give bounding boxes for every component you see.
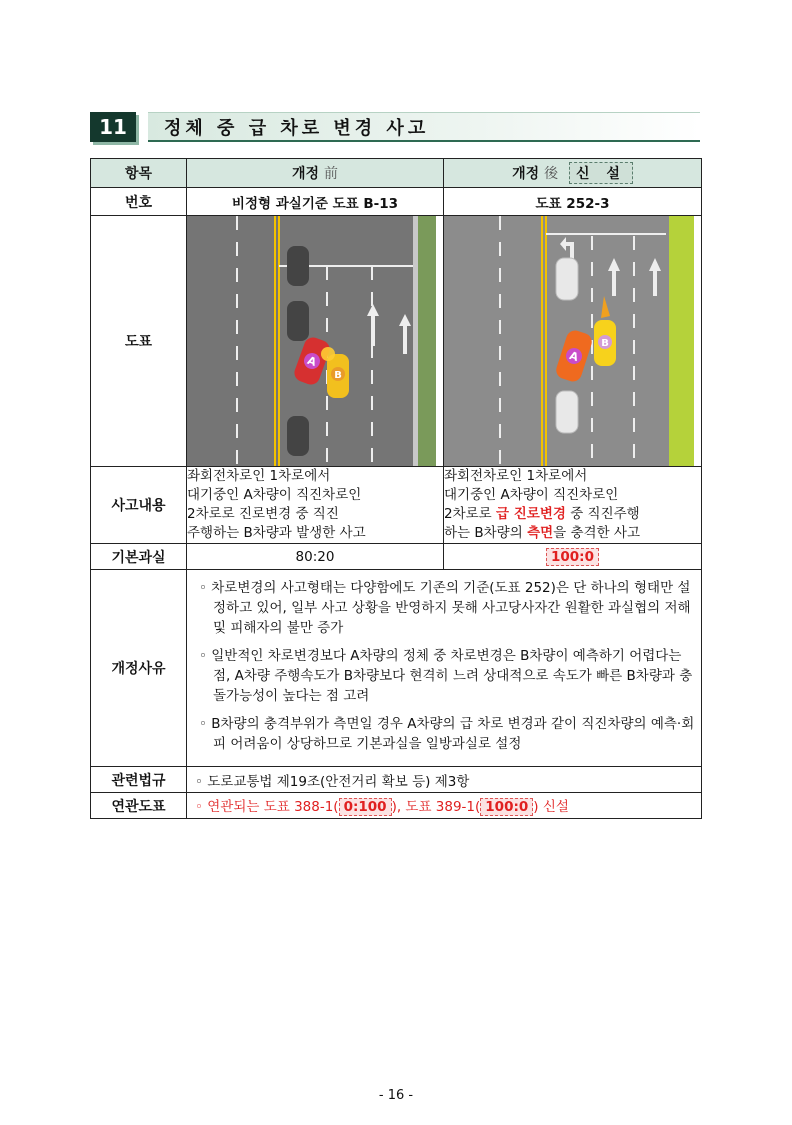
- reason-content: [187, 570, 702, 767]
- diagram-label: 도표: [91, 216, 187, 467]
- section-header: [90, 112, 702, 144]
- header-after: 개정 後 신 설: [444, 159, 702, 188]
- svg-text:A: A: [567, 348, 580, 364]
- white-car-2: [556, 391, 578, 433]
- related-box-2: 100:0: [480, 798, 533, 816]
- parked-car-3: [287, 416, 309, 456]
- parked-car-1: [287, 246, 309, 286]
- page-number: - 16 -: [378, 1088, 414, 1103]
- accident-before: 좌회전차로인 1차로에서 대기중인 A차량이 직진차로인 2차로로 진로변경 중 직진 주행하는 B차량과 발생한 사고: [187, 467, 444, 544]
- law-text: ◦ 도로교통법 제19조(안전거리 확보 등) 제3항: [187, 767, 702, 793]
- parked-car-2: [287, 301, 309, 341]
- number-before: 비정형 과실기준 도표 B-13: [187, 188, 444, 216]
- related-label: 연관도표: [91, 793, 187, 819]
- accident-after: 좌회전차로인 1차로에서 대기중인 A차량이 직진차로인 2차로로 급 진로변경 중 직진주행 하는 B차량의 측면을 충격한 사고: [444, 467, 702, 544]
- section-number: 11: [90, 112, 136, 142]
- diagram-before: [187, 216, 444, 467]
- svg-text:B: B: [334, 370, 342, 381]
- car-b-after: [594, 320, 616, 366]
- number-after: 도표 252-3: [444, 188, 702, 216]
- related-text: ◦ 연관되는 도표 388-1( 0:100 ), 도표 389-1( 100:0 ) 신설: [187, 793, 702, 819]
- fault-after: [444, 544, 702, 570]
- header-item: 항목: [91, 159, 187, 188]
- diagram-after-svg: [444, 216, 694, 466]
- reason-item-1: ◦ 차로변경의 사고형태는 다양함에도 기존의 기준(도표 252)은 단 하나의 형태만 설정하고 있어, 일부 사고 상황을 반영하지 못해 사고당사자간 원활한 과실협의 저해 및 피해자의 불만 증가: [199, 580, 691, 636]
- reason-item-3: ◦ B차량의 충격부위가 측면일 경우 A차량의 급 차로 변경과 같이 직진차량의 예측·회피 어려움이 상당하므로 기본과실을 일방과실로 설정: [199, 716, 695, 752]
- svg-text:B: B: [601, 338, 609, 349]
- reason-item-2: ◦ 일반적인 차로변경보다 A차량의 정체 중 차로변경은 B차량이 예측하기 어렵다는 점, A차량 주행속도가 B차량보다 현격히 느려 상대적으로 속도가 빠른 B차량과 충돌가능성이 높다는 점 고려: [199, 648, 693, 704]
- diagram-before-svg: [187, 216, 436, 466]
- revision-table: [90, 158, 702, 819]
- law-label: 관련법규: [91, 767, 187, 793]
- related-box-1: 0:100: [339, 798, 392, 816]
- section-title-bar: [148, 112, 700, 142]
- fault-before: 80:20: [187, 544, 444, 570]
- fault-label: 기본과실: [91, 544, 187, 570]
- white-car-1: [556, 258, 578, 300]
- svg-text:A: A: [305, 353, 319, 370]
- diagram-after: [444, 216, 702, 467]
- section-title: 정체 중 급 차로 변경 사고: [164, 117, 430, 139]
- fault-after-value: 100:0: [546, 548, 599, 566]
- accident-label: 사고내용: [91, 467, 187, 544]
- header-before: 개정 前: [187, 159, 444, 188]
- number-label: 번호: [91, 188, 187, 216]
- new-badge: 신 설: [569, 162, 633, 184]
- reason-label: 개정사유: [91, 570, 187, 767]
